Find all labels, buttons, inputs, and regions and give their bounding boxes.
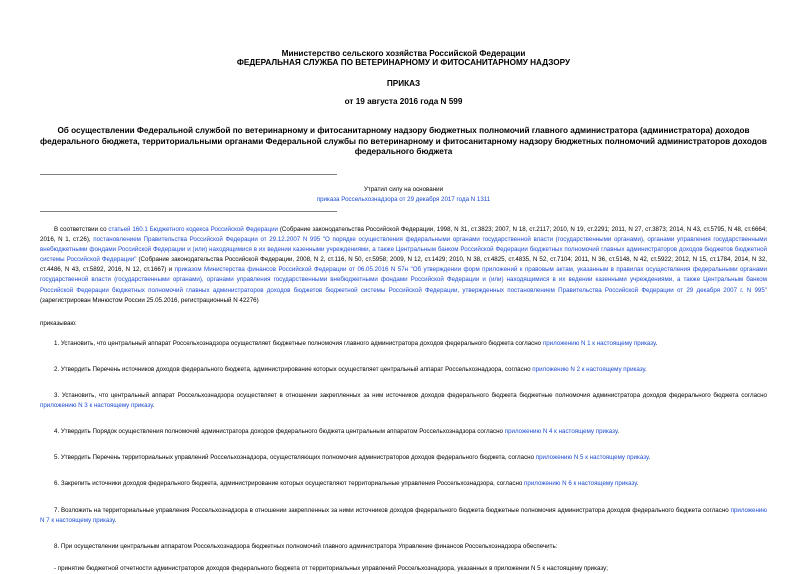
order-item-8 xyxy=(40,542,767,552)
document-body xyxy=(40,225,767,574)
service-name: ФЕДЕРАЛЬНАЯ СЛУЖБА ПО ВЕТЕРИНАРНОМУ И ФИТОСАНИТАРНОМУ НАДЗОРУ xyxy=(236,58,571,67)
appendix-link-6[interactable]: приложению N 6 к настоящему приказу xyxy=(524,480,637,488)
order-item-text: 1. Установить, что центральный аппарат Россельхознадзора осуществляет бюджетные полномочия главного администратора доходов федерального бюджета согласно xyxy=(54,339,543,347)
order-item-end: . xyxy=(114,516,117,524)
ministry-name: Министерство сельского хозяйства Российской Федерации xyxy=(281,49,526,58)
divider-bottom xyxy=(40,211,337,212)
order-item-text: 8. При осуществлении центральным аппаратом Россельхознадзора бюджетных полномочий главного администратора Управление финансов Россельхознадзора обеспечить: xyxy=(54,542,558,550)
order-item-7 xyxy=(40,506,767,526)
order-item-text: 3. Установить, что центральный аппарат Россельхознадзора осуществляет в отношении закрепленных за ним источников доходов федерального бюджета бюджетные полномочия администратора доходов федерального бюджета согласно xyxy=(54,392,767,400)
order-items xyxy=(40,339,767,552)
lost-force-link[interactable]: приказа Россельхознадзора от 29 декабря 2017 года N 1311 xyxy=(316,196,491,203)
appendix-link-1[interactable]: приложению N 1 к настоящему приказу xyxy=(542,339,656,347)
order-item-end: . xyxy=(636,480,639,488)
order-item-text: 2. Утвердить Перечень источников доходов федерального бюджета, администрирование которых осуществляет центральный аппарат Россельхознадзора, согласно xyxy=(54,365,533,373)
appendix-link-5[interactable]: приложению N 5 к настоящему приказу xyxy=(535,454,649,462)
order-item-6 xyxy=(40,479,767,489)
appendix-link-7[interactable]: приложению N 7 к настоящему приказу xyxy=(40,506,767,524)
preamble xyxy=(40,225,767,306)
order-item-end: . xyxy=(655,339,658,347)
minfin-order-link[interactable]: приказом Министерства финансов Российской Федерации от 06.05.2016 N 57н "Об утверждении форм приложений к правовым актам, указанным в правилах осуществления федеральными органами государственной власти (государственными органами), органами управления государственными внебюджетными фондами Российской Федерации и (или) находящимися в их ведении казенными учреждениями, а также Центральным банком Российской Федерации бюджетных полномочий главных администраторов доходов бюджетов бюджетной системы Российской Федерации, утвержденных постановлением Правительства Российской Федерации от 29 декабря 2007 г. N 995" xyxy=(40,266,767,294)
order-item-end: . xyxy=(617,428,620,436)
preamble-text-1: В соответствии со xyxy=(54,226,109,233)
appendix-link-3[interactable]: приложению N 3 к настоящему приказу xyxy=(40,402,153,410)
lost-force-text: Утратил силу на основании xyxy=(363,186,444,193)
appendix-link-2[interactable]: приложению N 2 к настоящему приказу xyxy=(532,365,645,373)
doc-title: Об осуществлении Федеральной службой по ветеринарному и фитосанитарному надзору бюджетных полномочий главного администратора (администратора) доходов федерального бюджета, территориальными органами Федеральной службы по ветеринарному и фитосанитарному надзору бюджетных полномочий администраторов доходов федерального бюджета xyxy=(40,126,767,156)
preamble-text-4: (зарегистрирован Минюстом России 25.05.2016, регистрационный N 42276) xyxy=(40,296,259,304)
orders-word: приказываю: xyxy=(40,319,77,327)
order-item-1 xyxy=(40,339,767,349)
order-item-text: 4. Утвердить Порядок осуществления полномочий администратора доходов федерального бюджета центральным аппаратом Россельхознадзора согласно xyxy=(54,428,505,436)
order-item-text: 5. Утвердить Перечень территориальных управлений Россельхознадзора, осуществляющих полномочия администраторов доходов федерального бюджета, согласно xyxy=(54,454,536,462)
order-item-3 xyxy=(40,391,767,411)
government-decree-link[interactable]: постановлением Правительства Российской Федерации от 29.12.2007 N 995 "О порядке осуществления федеральными органами государственной власти (государственными органами), органами управления государственными внебюджетными фондами Российской Федерации и (или) находящимися в их ведении казенными учреждениями, а также Центральным банком Российской Федерации бюджетных полномочий главных администраторов доходов бюджетов бюджетной системы Российской Федерации" xyxy=(40,236,767,264)
lost-force-notice xyxy=(40,185,767,205)
order-item-end: . xyxy=(152,402,155,410)
order-item-2 xyxy=(40,365,767,375)
doc-date-number: от 19 августа 2016 года N 599 xyxy=(344,97,463,106)
budget-code-link[interactable]: статьей 160.1 Бюджетного кодекса Российской Федерации xyxy=(108,226,279,233)
order-item-text: 7. Возложить на территориальные управления Россельхознадзора в отношении закрепленных за ними источников доходов федерального бюджета бюджетные полномочия администратора доходов федерального бюджета согласно xyxy=(54,506,731,514)
divider-top xyxy=(40,174,337,175)
preamble-text-3: (Собрание законодательства Российской Федерации, 2008, N 2, ст.116, N 50, ст.5958; 2009, N 12, ст.1429; 2010, N 38, ст.4825, ст.4835, N 52, ст.7104; 2011, N 36, ст.5148, N 42, ст.5922; 2012, N 15, ст.1784, 2014, N 32, ст.4486, N 43, ст.5892, 2016, N 12, ст.1667) и xyxy=(40,256,767,274)
order-item-5 xyxy=(40,453,767,463)
order-item-text: 6. Закрепить источники доходов федерального бюджета, администрирование которых осуществляют территориальные управления Россельхознадзора, согласно xyxy=(54,480,525,488)
preamble-text-2: (Собрание законодательства Российской Федерации, 1998, N 31, ст.3823; 2007, N 18, ст.2117; 2010, N 19, ст.2291; 2011, N 27, ст.3873; 2014, N 43, ст.5795, N 48, ст.6664; 2016, N 1, ст.26), xyxy=(40,226,767,244)
appendix-link-4[interactable]: приложению N 4 к настоящему приказу xyxy=(504,428,618,436)
sub-item: - принятие бюджетной отчетности администраторов доходов федерального бюджета от территориальных управлений Россельхознадзора, указанных в приложении N 5 к настоящему приказу; xyxy=(54,564,608,572)
order-item-end: . xyxy=(648,454,651,462)
order-item-4 xyxy=(40,427,767,437)
doc-type: ПРИКАЗ xyxy=(386,79,421,88)
order-item-end: . xyxy=(645,365,647,373)
